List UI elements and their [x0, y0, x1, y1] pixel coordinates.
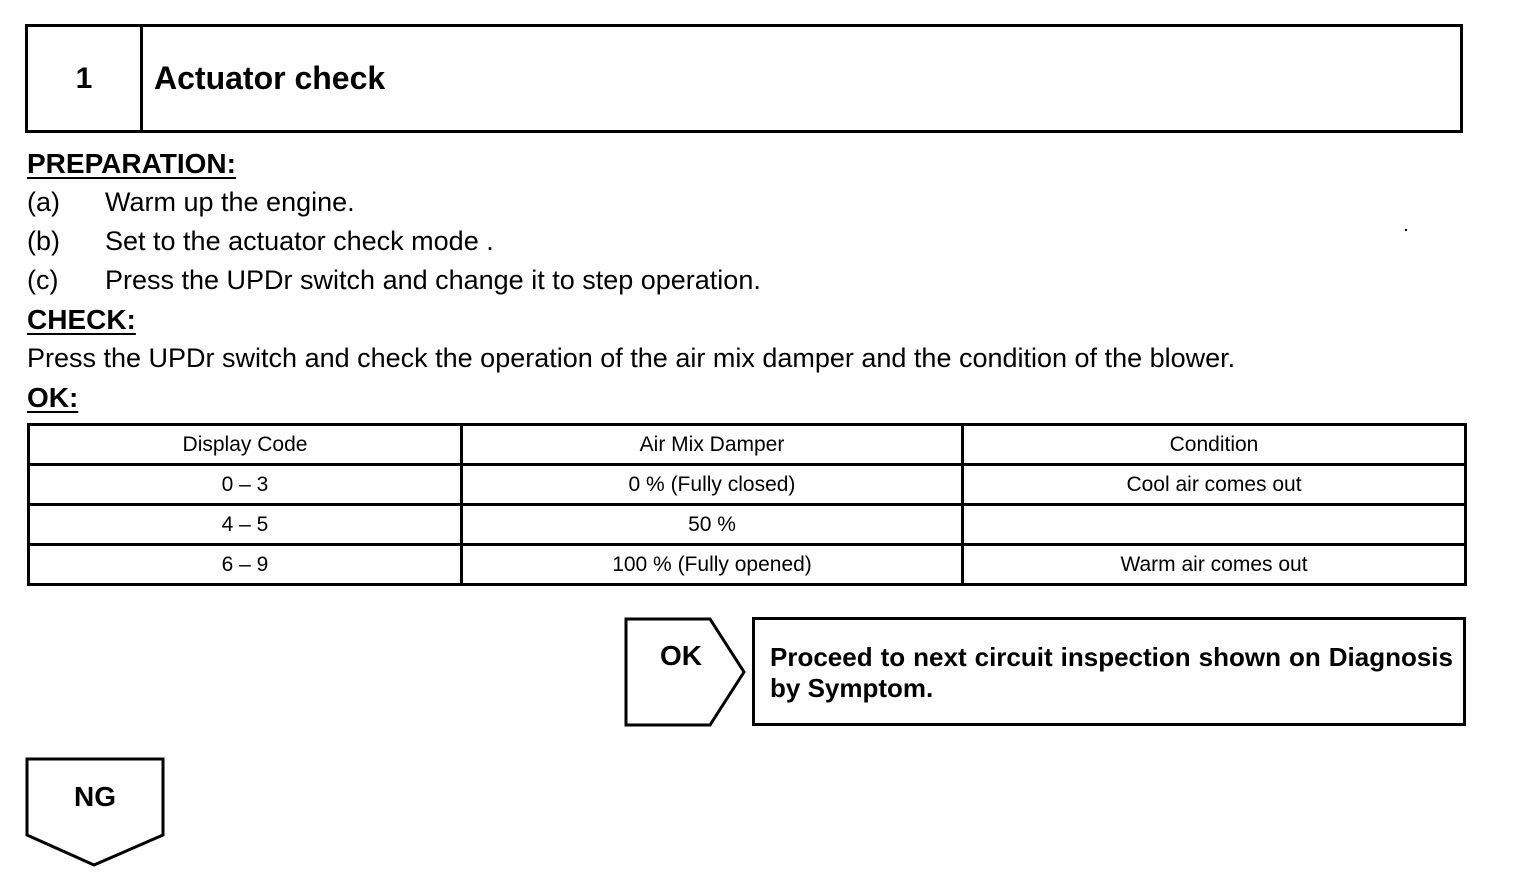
preparation-item-a	[27, 189, 355, 216]
item-marker: (c)	[27, 265, 59, 295]
step-title: Actuator check	[154, 60, 386, 96]
table-row	[29, 545, 1466, 585]
preparation-item-b	[27, 228, 494, 255]
item-text: Set to the actuator check mode .	[105, 226, 494, 256]
ok-result-text: Proceed to next circuit inspection shown on Diagnosis by Symptom.	[770, 642, 1453, 703]
step-header	[25, 24, 1463, 133]
ok-arrow-icon	[624, 617, 748, 727]
item-text: Press the UPDr switch and change it to step operation.	[105, 265, 761, 295]
step-number: 1	[28, 27, 143, 130]
check-heading: CHECK:	[27, 304, 136, 335]
ok-condition-table	[27, 423, 1467, 586]
ng-arrow-icon	[25, 757, 167, 869]
table-cell: 50 %	[462, 505, 963, 545]
table-cell: 4 – 5	[29, 505, 462, 545]
preparation-heading: PREPARATION:	[27, 148, 236, 179]
table-header-cell: Condition	[963, 425, 1466, 465]
ng-branch-label: NG	[74, 781, 116, 812]
ok-result-box	[752, 617, 1466, 726]
table-header-cell: Display Code	[29, 425, 462, 465]
item-marker: (a)	[27, 187, 60, 217]
item-marker: (b)	[27, 226, 60, 256]
ok-heading: OK:	[27, 382, 79, 413]
table-cell: 100 % (Fully opened)	[462, 545, 963, 585]
ok-branch-label: OK	[660, 640, 702, 671]
table-cell	[963, 505, 1466, 545]
table-header-row	[29, 425, 1466, 465]
table-row	[29, 465, 1466, 505]
table-cell: Cool air comes out	[963, 465, 1466, 505]
table-cell: 0 % (Fully closed)	[462, 465, 963, 505]
item-text: Warm up the engine.	[105, 187, 355, 217]
table-cell: 6 – 9	[29, 545, 462, 585]
preparation-item-c	[27, 267, 761, 294]
table-header-cell: Air Mix Damper	[462, 425, 963, 465]
table-row	[29, 505, 1466, 545]
check-text: Press the UPDr switch and check the operation of the air mix damper and the condition of the blower.	[27, 343, 1236, 373]
table-cell: 0 – 3	[29, 465, 462, 505]
scan-speck	[1405, 229, 1407, 231]
table-cell: Warm air comes out	[963, 545, 1466, 585]
